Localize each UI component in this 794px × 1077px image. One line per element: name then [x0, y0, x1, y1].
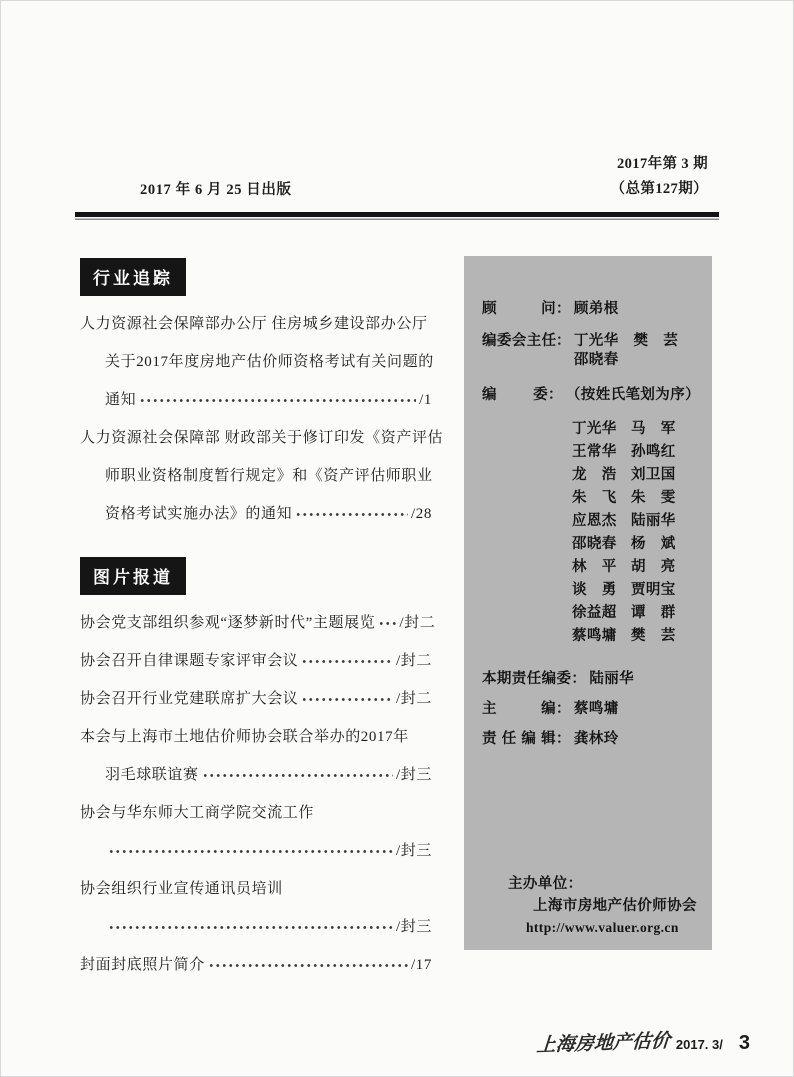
- issue-info: [611, 152, 708, 202]
- toc-line-text: 通知: [105, 392, 137, 408]
- editor-name: 谈 勇: [572, 582, 617, 598]
- dot-leader: [108, 845, 393, 858]
- toc-line-text: 人力资源社会保障部办公厅 住房城乡建设部办公厅: [80, 316, 428, 332]
- name-row: [572, 464, 700, 487]
- toc-line: [80, 842, 432, 860]
- toc-line: [80, 918, 432, 936]
- editor-name: 马 军: [631, 421, 676, 437]
- masthead-value-line: 丁光华 樊 芸: [573, 333, 679, 349]
- toc-entry: [80, 690, 432, 708]
- section-title-industry-tracking: 行业追踪: [80, 258, 186, 296]
- masthead-colon: ：: [571, 671, 587, 687]
- editor-name: 樊 芸: [631, 628, 676, 644]
- name-row: [572, 533, 700, 556]
- toc-entry: [80, 956, 432, 974]
- toc-line-text: 资格考试实施办法》的通知: [105, 506, 293, 522]
- masthead-label: 顾问: [482, 301, 556, 317]
- masthead-lower-rows: [482, 670, 700, 749]
- masthead-value: 龚林玲: [573, 731, 619, 747]
- toc-entry: [80, 880, 432, 936]
- dot-leader: [295, 508, 408, 521]
- masthead-row-committee-chair: [482, 332, 700, 370]
- toc-line-text: 关于2017年度房地产估价师资格考试有关问题的: [105, 354, 434, 370]
- editor-name: 谭 群: [631, 605, 676, 621]
- publisher-url: http://www.valuer.org.cn: [526, 920, 679, 935]
- toc-line: [80, 880, 432, 898]
- header-double-rule: [75, 212, 719, 221]
- toc-line-text: 封面封底照片简介: [80, 957, 205, 973]
- masthead-value: （按姓氏笔划为序）: [565, 387, 700, 403]
- editor-name: 徐益超: [572, 605, 617, 621]
- toc-line: [80, 956, 432, 974]
- name-row: [572, 510, 700, 533]
- masthead-row-editorial-board: [482, 386, 700, 405]
- masthead-colon: ：: [556, 333, 571, 349]
- dot-leader: [301, 693, 393, 706]
- toc-line: [80, 728, 432, 746]
- editor-name: 朱 雯: [631, 490, 676, 506]
- toc-line: [80, 505, 432, 523]
- journal-calligraphy-logo: 上海房地产估价: [535, 1029, 671, 1057]
- masthead-value: 顾弟根: [573, 301, 619, 317]
- editorial-board-names: [572, 418, 700, 648]
- publish-date: 2017 年 6 月 25 日出版: [140, 182, 292, 198]
- name-row: [572, 487, 700, 510]
- publisher-block: [508, 873, 700, 939]
- toc-line-text: 人力资源社会保障部 财政部关于修订印发《资产评估: [80, 430, 444, 446]
- masthead-value: 蔡鸣墉: [573, 701, 619, 717]
- publisher-name: 上海市房地产估价师协会: [533, 898, 697, 914]
- masthead-label: 主编: [482, 701, 556, 717]
- editor-name: 孙鸣红: [631, 444, 676, 460]
- toc-entry: [80, 614, 436, 632]
- masthead-value: 陆丽华: [589, 671, 635, 687]
- toc-line: [80, 766, 432, 784]
- masthead-colon: ：: [556, 731, 571, 747]
- toc-page-ref: /28: [411, 506, 432, 522]
- issue-total: （总第127期）: [610, 181, 708, 197]
- editor-name: 贾明宝: [631, 582, 676, 598]
- toc-page-ref: /封三: [396, 843, 432, 859]
- editor-name: 邵晓春: [572, 536, 617, 552]
- section-title-photo-report: 图片报道: [80, 557, 186, 595]
- masthead-panel: [464, 256, 712, 950]
- toc-entry: [80, 804, 432, 860]
- editor-name: 应恩杰: [572, 513, 617, 529]
- masthead-colon: ：: [547, 387, 563, 403]
- masthead-colon: ：: [556, 301, 571, 317]
- masthead-row-chief-editor: [482, 700, 700, 719]
- dot-leader: [301, 655, 393, 668]
- footer-issue-ref: 2017. 3/: [675, 1037, 723, 1052]
- toc-entry: [80, 315, 432, 409]
- toc-line: [80, 652, 432, 670]
- masthead-colon: ：: [556, 701, 571, 717]
- toc-line: [80, 690, 432, 708]
- name-row: [572, 556, 700, 579]
- editor-name: 林 平: [572, 559, 617, 575]
- editor-name: 胡 亮: [631, 559, 676, 575]
- toc-line: [80, 353, 432, 371]
- toc-page-ref: /封二: [396, 653, 432, 669]
- toc-page-ref: /封二: [399, 615, 436, 631]
- toc-entry: [80, 728, 432, 784]
- masthead-label: 编委会主任: [482, 333, 557, 349]
- dot-leader: [208, 959, 408, 972]
- toc-line: [80, 315, 432, 333]
- masthead-row-advisor: [482, 300, 700, 319]
- editor-name: 陆丽华: [631, 513, 676, 529]
- toc-line: [80, 467, 432, 485]
- toc-page-ref: /封三: [396, 919, 432, 935]
- name-row: [572, 579, 700, 602]
- toc-line-text: 师职业资格制度暂行规定》和《资产评估师职业: [105, 468, 433, 484]
- editor-name: 丁光华: [572, 421, 617, 437]
- publisher-label: 主办单位：: [508, 876, 583, 892]
- dot-leader: [139, 394, 416, 407]
- editor-name: 蔡鸣墉: [572, 628, 617, 644]
- name-row: [572, 418, 700, 441]
- editor-name: 龙 浩: [572, 467, 617, 483]
- toc-page-ref: /封二: [396, 691, 432, 707]
- name-row: [572, 441, 700, 464]
- toc-line: [80, 391, 432, 409]
- toc-line-text: 协会召开自律课题专家评审会议: [80, 653, 299, 669]
- dot-leader: [108, 921, 393, 934]
- masthead-label: 本期责任编委: [482, 671, 572, 687]
- toc-page-ref: /封三: [396, 767, 432, 783]
- toc-line-text: 协会组织行业宣传通讯员培训: [80, 881, 283, 897]
- toc-entry: [80, 429, 444, 523]
- masthead-value: [574, 332, 678, 370]
- masthead-value-line: 邵晓春: [573, 352, 619, 368]
- toc-entry: [80, 652, 432, 670]
- issue-number: 2017年第 3 期: [617, 156, 708, 172]
- toc-line: [80, 614, 436, 632]
- toc-line: [80, 804, 432, 822]
- masthead-label: 编委: [482, 387, 548, 403]
- toc-line-text: 协会召开行业党建联席扩大会议: [80, 691, 299, 707]
- name-row: [572, 625, 700, 648]
- dot-leader: [202, 769, 393, 782]
- toc-line-text: 本会与上海市土地估价师协会联合举办的2017年: [80, 729, 409, 745]
- editor-name: 刘卫国: [631, 467, 676, 483]
- editor-name: 朱 飞: [572, 490, 617, 506]
- toc-line-text: 协会与华东师大工商学院交流工作: [80, 805, 315, 821]
- toc-line-text: 羽毛球联谊赛: [105, 767, 199, 783]
- dot-leader: [378, 617, 396, 630]
- toc-page-ref: /1: [419, 392, 432, 408]
- name-row: [572, 602, 700, 625]
- toc-line-text: 协会党支部组织参观“逐梦新时代”主题展览: [80, 615, 376, 631]
- masthead-row-issue-editor: [482, 670, 700, 689]
- masthead-row-duty-editor: [482, 730, 700, 749]
- page-number: 3: [738, 1032, 750, 1054]
- editor-name: 杨 斌: [631, 536, 676, 552]
- page-footer: [537, 1028, 750, 1055]
- masthead-label: 责任编辑: [482, 731, 556, 747]
- toc-column: [80, 258, 444, 994]
- toc-line: [80, 429, 444, 447]
- toc-page-ref: /17: [411, 957, 432, 973]
- editor-name: 王常华: [572, 444, 617, 460]
